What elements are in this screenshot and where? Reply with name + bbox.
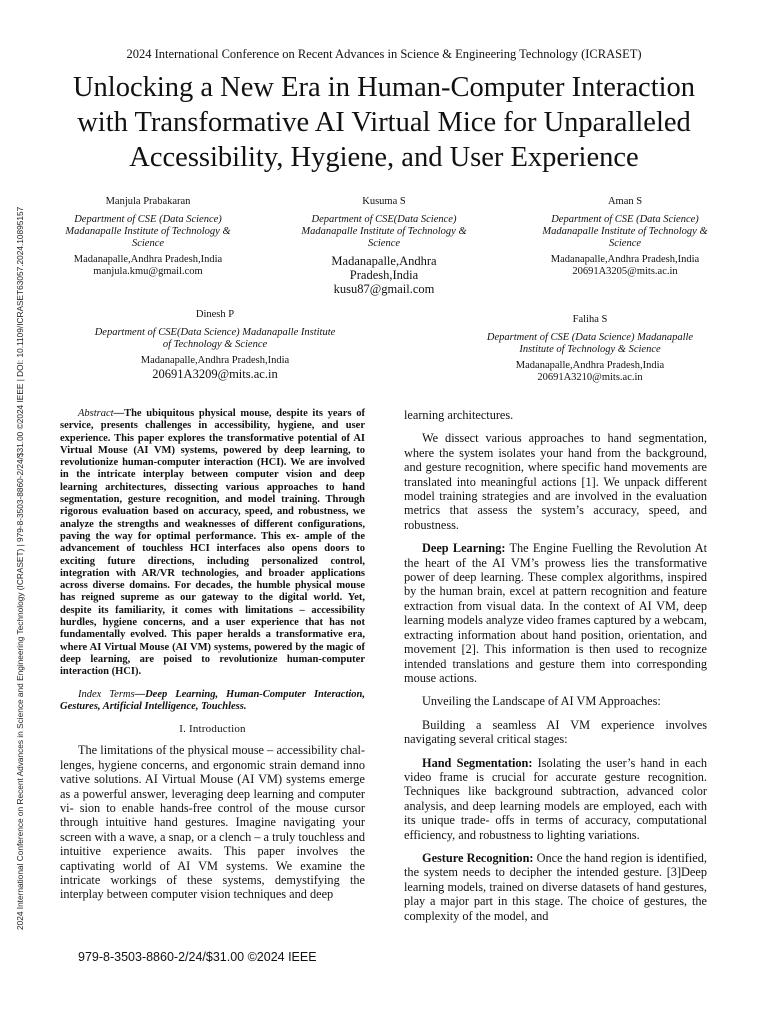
body-paragraph	[404, 756, 707, 842]
author-dept: Madanapalle Institute of Technology &	[65, 226, 231, 237]
title-line-2: with Transformative AI Virtual Mice for Unparalleled	[77, 107, 691, 138]
author-location: Pradesh,India	[349, 268, 419, 282]
author-email: 20691A3205@mits.ac.in	[572, 266, 678, 277]
author-location: Madanapalle,Andhra	[331, 254, 437, 268]
abstract	[60, 408, 365, 679]
author-name: Aman S	[607, 196, 643, 207]
author-dept: Madanapalle Institute of Technology &	[542, 226, 708, 237]
paragraph-text: Isolating the user’s hand in each video frame is crucial for accurate gesture recognition. Techniques like background subtraction, advanced color analysis, and deep learning models are employed, each with its unique trade- offs in terms of accuracy, computational efficiency, and robustness to lighting variations.	[404, 755, 708, 842]
author-location: Madanapalle,Andhra Pradesh,India	[515, 360, 665, 371]
title-line-1: Unlocking a New Era in Human-Computer Interaction	[72, 72, 696, 103]
paragraph-heading: Hand Segmentation:	[422, 755, 533, 770]
body-paragraph: learning architectures.	[404, 408, 514, 422]
author-email: manjula.kmu@gmail.com	[93, 266, 203, 277]
author-block-3	[525, 196, 725, 278]
author-name: Kusuma S	[362, 196, 406, 207]
author-dept: Department of CSE (Data Science)	[551, 214, 699, 225]
paragraph-heading: Gesture Recognition:	[422, 850, 534, 865]
paper-title	[40, 70, 728, 175]
author-dept: Science	[367, 238, 401, 249]
author-block-4	[60, 309, 370, 381]
side-notice: 2024 International Conference on Recent Advances in Science and Engineering Technology (ICRASET) | 979-8-3503-8860-2/24/$31.00 ©2024 IEEE | DOI: 10.1109/ICRASET63057.2024.10895157	[15, 206, 25, 930]
title-line-3: Accessibility, Hygiene, and User Experience	[129, 142, 639, 173]
author-location: Madanapalle,Andhra Pradesh,India	[550, 254, 700, 265]
body-paragraph: Building a seamless AI VM experience involves navigating several critical stages:	[404, 717, 707, 747]
author-dept: Science	[131, 238, 165, 249]
paragraph-text: Once the hand region is identified, the system needs to decipher the intended gesture. [3]Deep learning models, trained on diverse datasets of hand gestures, play a major part in this stage. The choice of gestures, the complexity of the model, and	[404, 850, 707, 923]
author-email: kusu87@gmail.com	[333, 282, 435, 296]
author-dept: Department of CSE(Data Science) Madanapalle Institute	[94, 327, 336, 338]
intro-paragraph: The limitations of the physical mouse – accessibility chal- lenges, hygiene concerns, and ergonomic strain demand inno vative solutions. AI Virtual Mouse (AI VM) systems emerge as a powerful answer, leveraging deep learning and computer vi- sion to enable hands-free control of the mouse cursor through intuitive hand gestures. Imagine navigating your screen with a wave, a snap, or a clench – a truly touchless and intuitive experience awaits. This paper involves the captivating world of AI VM systems. We examine the intricate workings of these systems, demystifying the interplay between computer vision techniques and deep	[60, 743, 365, 902]
author-dept: Institute of Technology & Science	[519, 344, 661, 355]
index-terms-text: Deep Learning, Human-Computer Interaction, Gestures, Artificial Intelligence, Touchless.	[60, 688, 365, 712]
author-email: 20691A3210@mits.ac.in	[537, 372, 643, 383]
body-paragraph: Unveiling the Landscape of AI VM Approaches:	[422, 694, 661, 709]
author-name: Manjula Prabakaran	[105, 196, 191, 207]
author-block-5	[440, 314, 740, 384]
conference-header: 2024 International Conference on Recent Advances in Science & Engineering Technology (ICRASET)	[126, 47, 642, 61]
abstract-dash: —	[113, 408, 125, 419]
body-paragraph: We dissect various approaches to hand segmentation, where the system isolates your hand from the background, and gesture recognition, where specific hand movements are translated into meaningful actions [1]. We unpack different model training strategies and are involved in the evaluation metrics that assess the system’s accuracy, speed, and robustness.	[404, 431, 707, 532]
body-paragraph	[404, 851, 707, 923]
copyright-footer: 979-8-3503-8860-2/24/$31.00 ©2024 IEEE	[78, 950, 317, 964]
author-dept: Madanapalle Institute of Technology &	[301, 226, 467, 237]
body-paragraph	[404, 541, 707, 685]
index-terms	[60, 689, 365, 714]
author-dept: Science	[608, 238, 642, 249]
paragraph-text: The Engine Fuelling the Revolution At the heart of the AI VM’s prowess lies the transformative power of deep learning. These complex algorithms, inspired by the human brain, excel at pattern recognition and feature extraction from visual data. In the context of AI VM, deep learning models analyze video frames captured by a webcam, extracting information about hand position, orientation, and movement [2]. This information is then used to recognize intended translations and gesture them into corresponding mouse actions.	[404, 541, 707, 685]
author-location: Madanapalle,Andhra Pradesh,India	[73, 254, 223, 265]
abstract-label: Abstract	[78, 408, 114, 419]
author-block-1	[48, 196, 248, 278]
author-dept: Department of CSE (Data Science) Madanapalle	[486, 332, 694, 343]
abstract-text: The ubiquitous physical mouse, despite its years of service, presents challenges in accessibility, hygiene, and user experience. This paper explores the transformative potential of AI Virtual Mouse (AI VM) systems, powered by deep learning, to revolutionize human-computer interaction (HCI). We are involved in the intricate interplay between computer vision and deep learning architectures, dissecting various approaches to hand segmentation, gesture recognition, and model training. Through rigorous evaluation based on accuracy, speed, and robustness, we analyze the strengths and weaknesses of different configurations, paving the way for optimal performance. This ex- ample of the advancement of touchless HCI interfaces also opens doors to exciting future directions, including personalized control, integration with AR/VR technologies, and broader applications across diverse domains. For decades, the humble physical mouse has reigned supreme as our gateway to the digital world. Yet, despite its familiarity, it comes with limitations – accessibility hurdles, hygiene concerns, and a user experience that has not fundamentally evolved. This paper heralds a transformative era, where AI Virtual Mouse (AI VM) systems, powered by the magic of deep learning, are poised to revolutionize human-computer interaction (HCI).	[60, 408, 365, 678]
left-column	[60, 408, 365, 902]
author-location: Madanapalle,Andhra Pradesh,India	[140, 355, 290, 366]
author-email: 20691A3209@mits.ac.in	[152, 367, 278, 381]
section-heading: I. Introduction	[179, 723, 246, 736]
author-block-2	[284, 196, 484, 296]
author-dept: Department of CSE(Data Science)	[311, 214, 457, 225]
index-terms-dash: —	[134, 688, 146, 700]
author-name: Dinesh P	[195, 309, 235, 320]
index-terms-label: Index Terms	[78, 688, 135, 700]
author-dept: of Technology & Science	[162, 339, 268, 350]
paragraph-heading: Deep Learning:	[422, 541, 506, 556]
right-column	[404, 408, 707, 932]
author-dept: Department of CSE (Data Science)	[74, 214, 222, 225]
author-name: Faliha S	[572, 314, 608, 325]
